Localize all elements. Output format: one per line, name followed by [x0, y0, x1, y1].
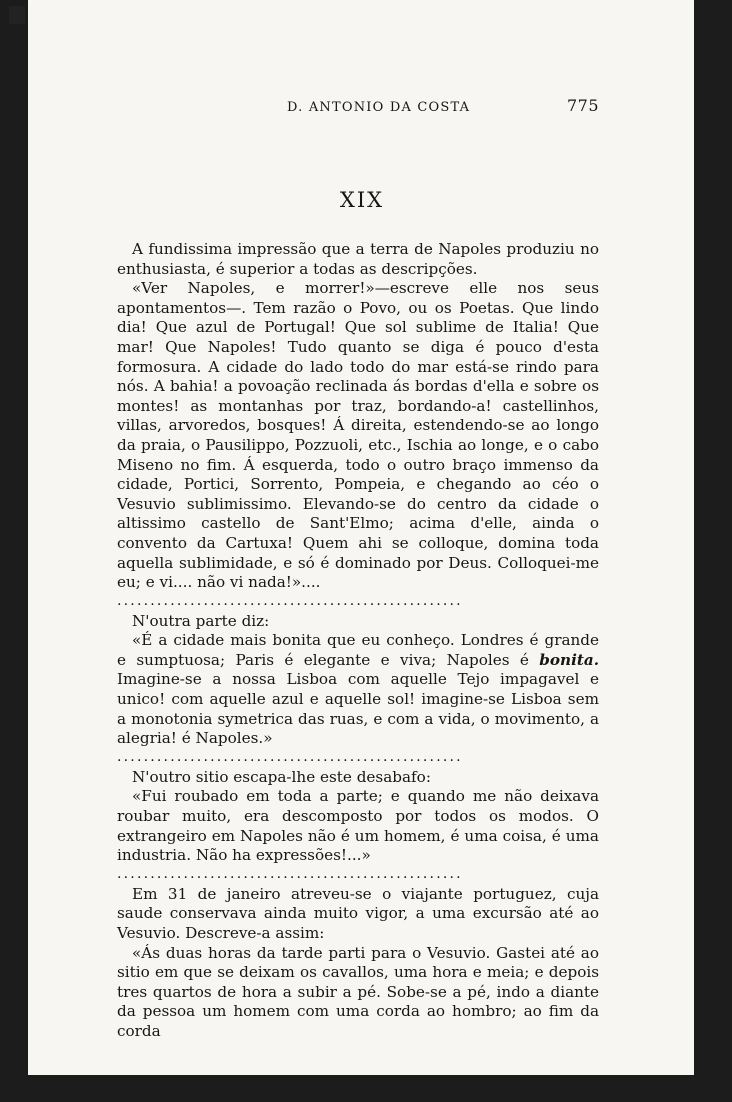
emphasis: bonita. — [539, 650, 599, 669]
paragraph: Em 31 de janeiro atreveu-se o viajante portuguez, cuja saude conservava ainda muito vigor, a uma excursão até ao Vesuvio. Descreve-a assim: — [117, 884, 599, 942]
text-block — [117, 92, 599, 1042]
paragraph — [117, 631, 599, 749]
separator-dots: .................................................... — [117, 750, 463, 765]
paragraph-text: «É a cidade mais bonita que eu conheço. Londres é grande e sumptuosa; Paris é elegante e viva; Napoles é — [117, 631, 599, 669]
book-page — [28, 0, 694, 1075]
paragraph: «Fui roubado em toda a parte; e quando me não deixava roubar muito, era descomposto por todos os modos. O extrangeiro em Napoles não é um homem, é uma coisa, é uma industria. Não ha expressões!...» — [117, 787, 599, 865]
page-number: 775 — [566, 96, 599, 115]
paragraph: A fundissima impressão que a terra de Napoles produziu no enthusiasta, é superior a todas as descripções. — [117, 240, 599, 278]
paragraph: «Ás duas horas da tarde parti para o Vesuvio. Gastei até ao sitio em que se deixam os cavallos, uma hora e meia; e depois tres quartos de hora a subir a pé. Sobe-se a pé, indo a diante da pessoa um homem com uma corda ao hombro; ao fim da corda — [117, 943, 599, 1040]
paragraph: N'outro sitio escapa-lhe este desabafo: — [132, 767, 431, 786]
running-title: D. ANTONIO DA COSTA — [287, 100, 471, 115]
body-text — [117, 240, 599, 1042]
chapter-title: XIX — [339, 188, 385, 212]
running-head — [117, 92, 599, 118]
separator-dots: .................................................... — [117, 867, 463, 882]
paragraph: «Ver Napoles, e morrer!»—escreve elle nos seus apontamentos—. Tem razão o Povo, ou os Poetas. Que lindo dia! Que azul de Portugal! Que sol sublime de Italia! Que mar! Que Napoles! Tudo quanto se diga é pouco d'esta formosura. A cidade do lado todo do mar está-se rindo para nós. A bahia! a povoação reclinada ás bordas d'ella e sobre os montes! as montanhas por traz, bordando-a! castellinhos, villas, arvoredos, bosques! Á direita, estendendo-se ao longo da praia, o Pausilippo, Pozzuoli, etc., Ischia ao longe, e o cabo Miseno no fim. Á esquerda, todo o outro braço immenso da cidade, Portici, Sorrento, Pompeia, e chegando ao céo o Vesuvio sublimissimo. Elevando-se do centro da cidade o altissimo castello de Sant'Elmo; acima d'elle, ainda o convento da Cartuxa! Quem ahi se colloque, domina toda aquella sublimidade, e só é dominado por Deus. Colloquei-me eu; e vi.... não vi nada!».... — [117, 279, 599, 592]
scan-corner-mark — [9, 6, 25, 24]
separator-dots: .................................................... — [117, 594, 463, 609]
paragraph-text: Imagine-se a nossa Lisboa com aquelle Tejo impagavel e unico! com aquelle azul e aquelle sol! imagine-se Lisboa sem a monotonia symetrica das ruas, e com a vida, o movimento, a alegria! é Napoles.» — [117, 670, 599, 748]
paragraph: N'outra parte diz: — [132, 611, 270, 630]
